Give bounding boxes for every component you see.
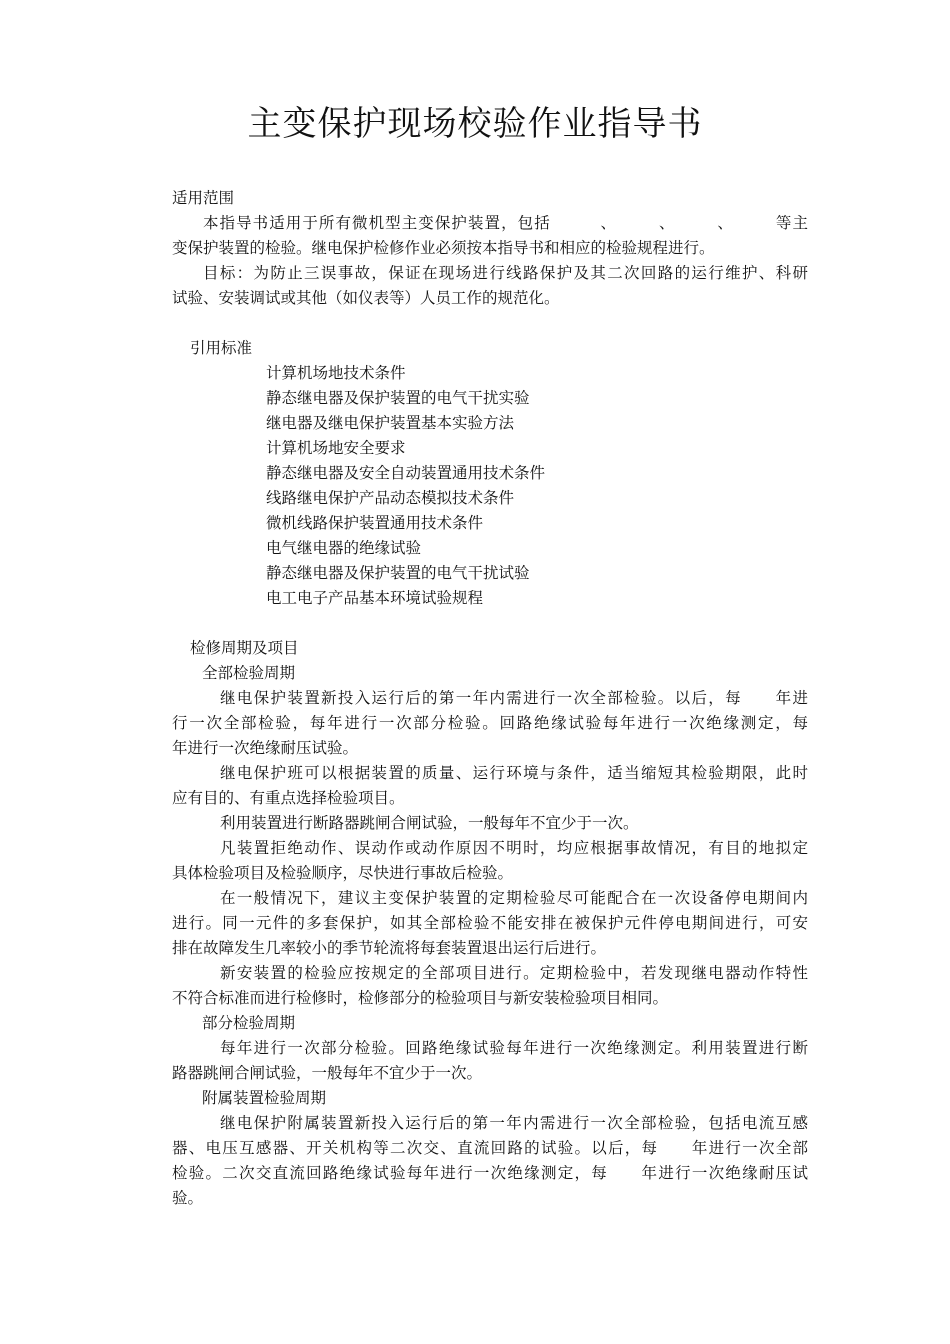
paragraph-line: 进行。同一元件的多套保护，如其全部检验不能安排在被保护元件停电期间进行，可安 bbox=[172, 914, 808, 932]
standard-item: 静态继电器及安全自动装置通用技术条件 bbox=[266, 464, 546, 482]
paragraph-line: 行一次全部检验，每年进行一次部分检验。回路绝缘试验每年进行一次绝缘测定，每 bbox=[172, 714, 808, 732]
paragraph-line: 继电保护附属装置新投入运行后的第一年内需进行一次全部检验，包括电流互感 bbox=[220, 1114, 808, 1132]
paragraph-line: 凡装置拒绝动作、误动作或动作原因不明时，均应根据事故情况，有目的地拟定 bbox=[220, 839, 808, 857]
document-body bbox=[172, 186, 808, 1211]
paragraph-line: 排在故障发生几率较小的季节轮流将每套装置退出运行后进行。 bbox=[172, 939, 607, 957]
standard-item: 微机线路保护装置通用技术条件 bbox=[266, 514, 484, 532]
subsection-heading-aux: 附属装置检验周期 bbox=[202, 1089, 327, 1107]
paragraph-line: 利用装置进行断路器跳闸合闸试验，一般每年不宜少于一次。 bbox=[220, 814, 639, 832]
standard-item: 继电器及继电保护装置基本实验方法 bbox=[266, 414, 515, 432]
paragraph-line: 新安装置的检验应按规定的全部项目进行。定期检验中，若发现继电器动作特性 bbox=[220, 964, 808, 982]
paragraph-line: 目标：为防止三误事故，保证在现场进行线路保护及其二次回路的运行维护、科研 bbox=[203, 264, 808, 282]
paragraph-line: 路器跳闸合闸试验，一般每年不宜少于一次。 bbox=[172, 1064, 483, 1082]
section-heading-maintenance: 检修周期及项目 bbox=[190, 639, 299, 657]
standard-item: 计算机场地安全要求 bbox=[266, 439, 406, 457]
document-title: 主变保护现场校验作业指导书 bbox=[247, 104, 703, 144]
paragraph-line: 年进行一次绝缘耐压试验。 bbox=[172, 739, 359, 757]
section-heading-scope: 适用范围 bbox=[172, 189, 235, 207]
paragraph-line: 继电保护装置新投入运行后的第一年内需进行一次全部检验。以后，每 年进 bbox=[220, 689, 808, 707]
paragraph-line: 检验。二次交直流回路绝缘试验每年进行一次绝缘测定，每 年进行一次绝缘耐压试 bbox=[172, 1164, 808, 1182]
standard-item: 电工电子产品基本环境试验规程 bbox=[266, 589, 484, 607]
paragraph-line: 具体检验项目及检验顺序，尽快进行事故后检验。 bbox=[172, 864, 514, 882]
paragraph-line: 在一般情况下，建议主变保护装置的定期检验尽可能配合在一次设备停电期间内 bbox=[220, 889, 808, 907]
paragraph-line: 不符合标准而进行检修时，检修部分的检验项目与新安装检验项目相同。 bbox=[172, 989, 669, 1007]
standard-item: 电气继电器的绝缘试验 bbox=[266, 539, 422, 557]
subsection-heading-partial: 部分检验周期 bbox=[202, 1014, 296, 1032]
paragraph-line: 继电保护班可以根据装置的质量、运行环境与条件，适当缩短其检验期限，此时 bbox=[220, 764, 808, 782]
standard-item: 静态继电器及保护装置的电气干扰实验 bbox=[266, 389, 530, 407]
paragraph-line: 应有目的、有重点选择检验项目。 bbox=[172, 789, 405, 807]
standard-item: 计算机场地技术条件 bbox=[266, 364, 406, 382]
paragraph-line: 验。 bbox=[172, 1189, 204, 1207]
paragraph-line: 变保护装置的检验。继电保护检修作业必须按本指导书和相应的检验规程进行。 bbox=[172, 239, 715, 257]
subsection-heading-full: 全部检验周期 bbox=[202, 664, 296, 682]
paragraph-line: 每年进行一次部分检验。回路绝缘试验每年进行一次绝缘测定。利用装置进行断 bbox=[220, 1039, 808, 1057]
standard-item: 线路继电保护产品动态模拟技术条件 bbox=[266, 489, 515, 507]
paragraph-line: 试验、安装调试或其他（如仪表等）人员工作的规范化。 bbox=[172, 289, 560, 307]
section-heading-standards: 引用标准 bbox=[190, 339, 253, 357]
paragraph-line: 本指导书适用于所有微机型主变保护装置，包括 、 、 、 等主 bbox=[203, 214, 808, 232]
standard-item: 静态继电器及保护装置的电气干扰试验 bbox=[266, 564, 530, 582]
paragraph-line: 器、电压互感器、开关机构等二次交、直流回路的试验。以后，每 年进行一次全部 bbox=[172, 1139, 808, 1157]
